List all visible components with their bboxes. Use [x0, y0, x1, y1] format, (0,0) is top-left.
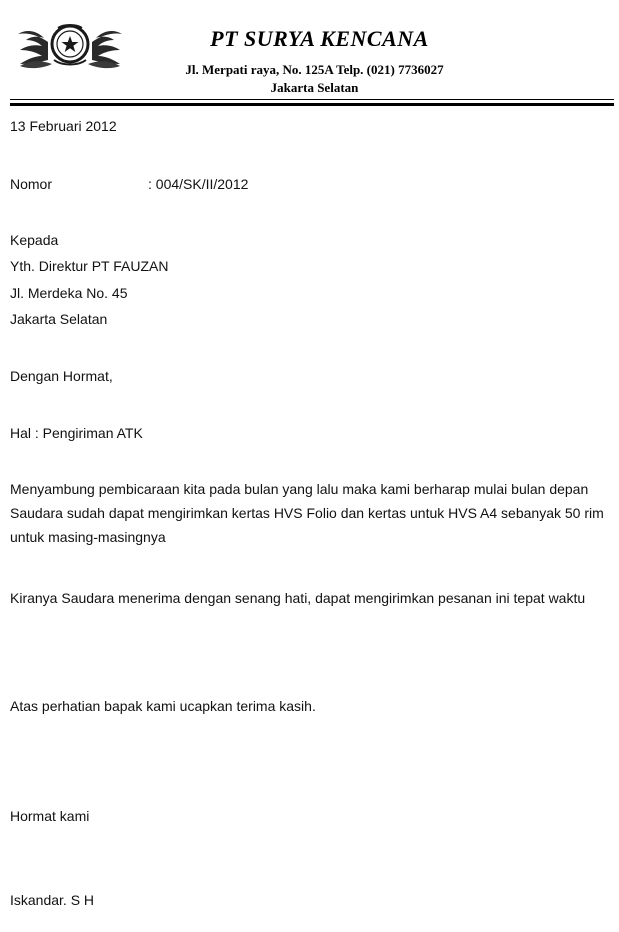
header-divider-thin	[10, 99, 614, 100]
letter-date: 13 Februari 2012	[10, 118, 117, 134]
greeting: Dengan Hormat,	[10, 368, 113, 384]
recipient-street: Jl. Merdeka No. 45	[10, 285, 128, 301]
recipient-kepada: Kepada	[10, 232, 59, 248]
recipient-city: Jakarta Selatan	[10, 311, 108, 327]
body-paragraph-1: Menyambung pembicaraan kita pada bulan yang lalu maka kami berharap mulai bulan depan Saudara sudah dapat mengirimkan kertas HVS Folio dan kertas untuk HVS A4 sebanyak 50 rim untuk masing-masingnya	[10, 481, 604, 545]
signer-name: Iskandar. S H	[10, 892, 95, 908]
closing-salutation: Hormat kami	[10, 808, 90, 824]
company-name: PT SURYA KENCANA	[210, 26, 429, 51]
recipient-name: Yth. Direktur PT FAUZAN	[10, 258, 169, 274]
header-divider-thick	[10, 103, 614, 106]
nomor-label: Nomor	[10, 176, 53, 192]
company-city: Jakarta Selatan	[270, 80, 359, 95]
subject-line: Hal : Pengiriman ATK	[10, 425, 143, 441]
body-paragraph-2: Kiranya Saudara menerima dengan senang hati, dapat mengirimkan pesanan ini tepat waktu	[10, 590, 586, 606]
nomor-value: : 004/SK/II/2012	[148, 176, 249, 192]
body-paragraph-3: Atas perhatian bapak kami ucapkan terima kasih.	[10, 698, 316, 714]
company-address: Jl. Merpati raya, No. 125A Telp. (021) 7736027	[185, 62, 444, 77]
